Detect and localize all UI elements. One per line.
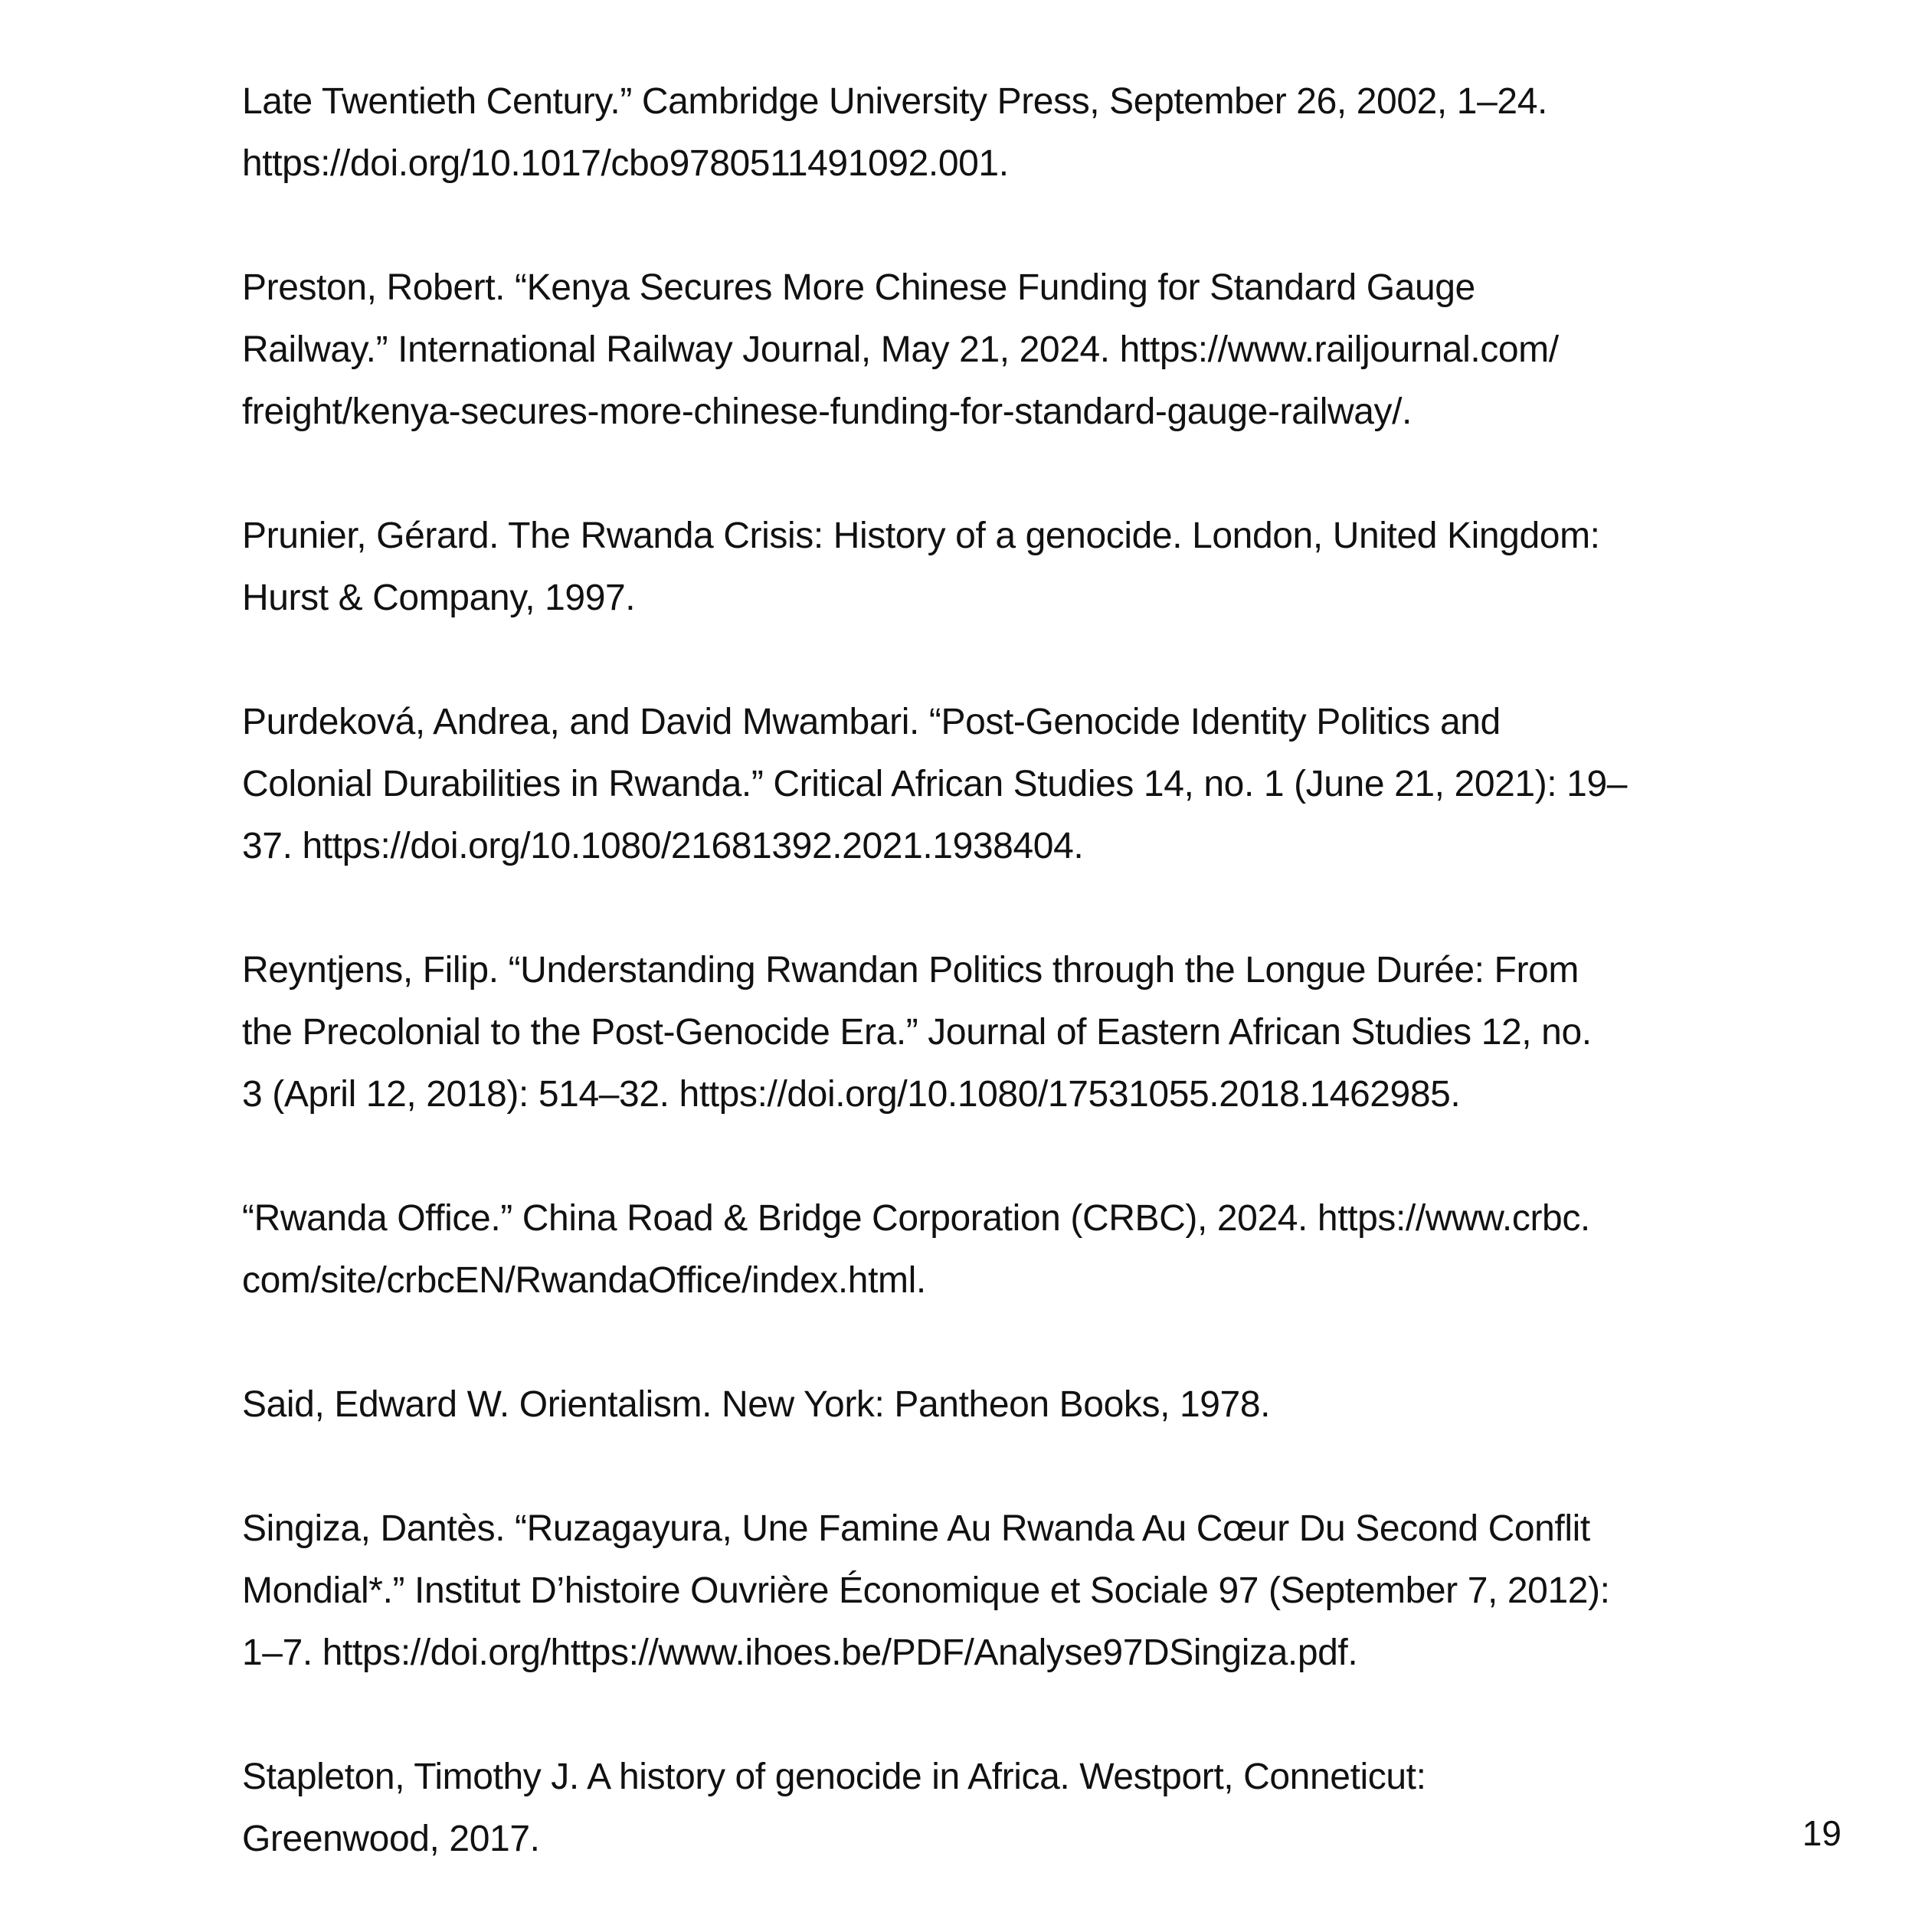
- entry-line: the Precolonial to the Post-Genocide Era.” Journal of Eastern African Studies 12, no.: [242, 1012, 1592, 1053]
- bibliography-entry: [242, 1374, 1697, 1436]
- entry-line: Reyntjens, Filip. “Understanding Rwandan Politics through the Longue Durée: From: [242, 950, 1579, 991]
- bibliography-list: [242, 70, 1697, 1932]
- entry-line: Said, Edward W. Orientalism. New York: Pantheon Books, 1978.: [242, 1384, 1271, 1425]
- entry-line: Colonial Durabilities in Rwanda.” Critical African Studies 14, no. 1 (June 21, 2021): 19–: [242, 764, 1628, 804]
- entry-line: 37. https://doi.org/10.1080/21681392.2021.1938404.: [242, 826, 1084, 866]
- entry-line: Late Twentieth Century.” Cambridge University Press, September 26, 2002, 1–24.: [242, 81, 1547, 122]
- entry-line: Preston, Robert. “Kenya Secures More Chinese Funding for Standard Gauge: [242, 267, 1475, 308]
- page-number: 19: [1802, 1813, 1841, 1853]
- entry-line: 3 (April 12, 2018): 514–32. https://doi.org/10.1080/17531055.2018.1462985.: [242, 1074, 1461, 1115]
- entry-line: Hurst & Company, 1997.: [242, 578, 636, 618]
- bibliography-entry: [242, 257, 1697, 443]
- entry-line: Prunier, Gérard. The Rwanda Crisis: History of a genocide. London, United Kingdom:: [242, 516, 1600, 556]
- bibliography-entry: [242, 1498, 1697, 1684]
- entry-line: https://doi.org/10.1017/cbo9780511491092.001.: [242, 143, 1009, 184]
- entry-line: Greenwood, 2017.: [242, 1819, 540, 1859]
- bibliography-entry: [242, 939, 1697, 1125]
- entry-line: 1–7. https://doi.org/https://www.ihoes.be/PDF/Analyse97DSingiza.pdf.: [242, 1632, 1358, 1673]
- bibliography-entry: [242, 1746, 1697, 1870]
- entry-line: Singiza, Dantès. “Ruzagayura, Une Famine Au Rwanda Au Cœur Du Second Conflit: [242, 1508, 1590, 1549]
- entry-line: Stapleton, Timothy J. A history of genocide in Africa. Westport, Conneticut:: [242, 1757, 1426, 1797]
- bibliography-entry: [242, 70, 1697, 195]
- entry-line: “Rwanda Office.” China Road & Bridge Corporation (CRBC), 2024. https://www.crbc.: [242, 1198, 1590, 1239]
- bibliography-entry: [242, 505, 1697, 629]
- entry-line: Mondial*.” Institut D’histoire Ouvrière Économique et Sociale 97 (September 7, 2012):: [242, 1570, 1610, 1611]
- bibliography-entry: [242, 1187, 1697, 1311]
- entry-line: Railway.” International Railway Journal, May 21, 2024. https://www.railjournal.com/: [242, 329, 1559, 370]
- entry-line: Purdeková, Andrea, and David Mwambari. “Post-Genocide Identity Politics and: [242, 702, 1501, 742]
- entry-line: freight/kenya-secures-more-chinese-funding-for-standard-gauge-railway/.: [242, 391, 1412, 432]
- bibliography-entry: [242, 691, 1697, 877]
- entry-line: com/site/crbcEN/RwandaOffice/index.html.: [242, 1260, 926, 1301]
